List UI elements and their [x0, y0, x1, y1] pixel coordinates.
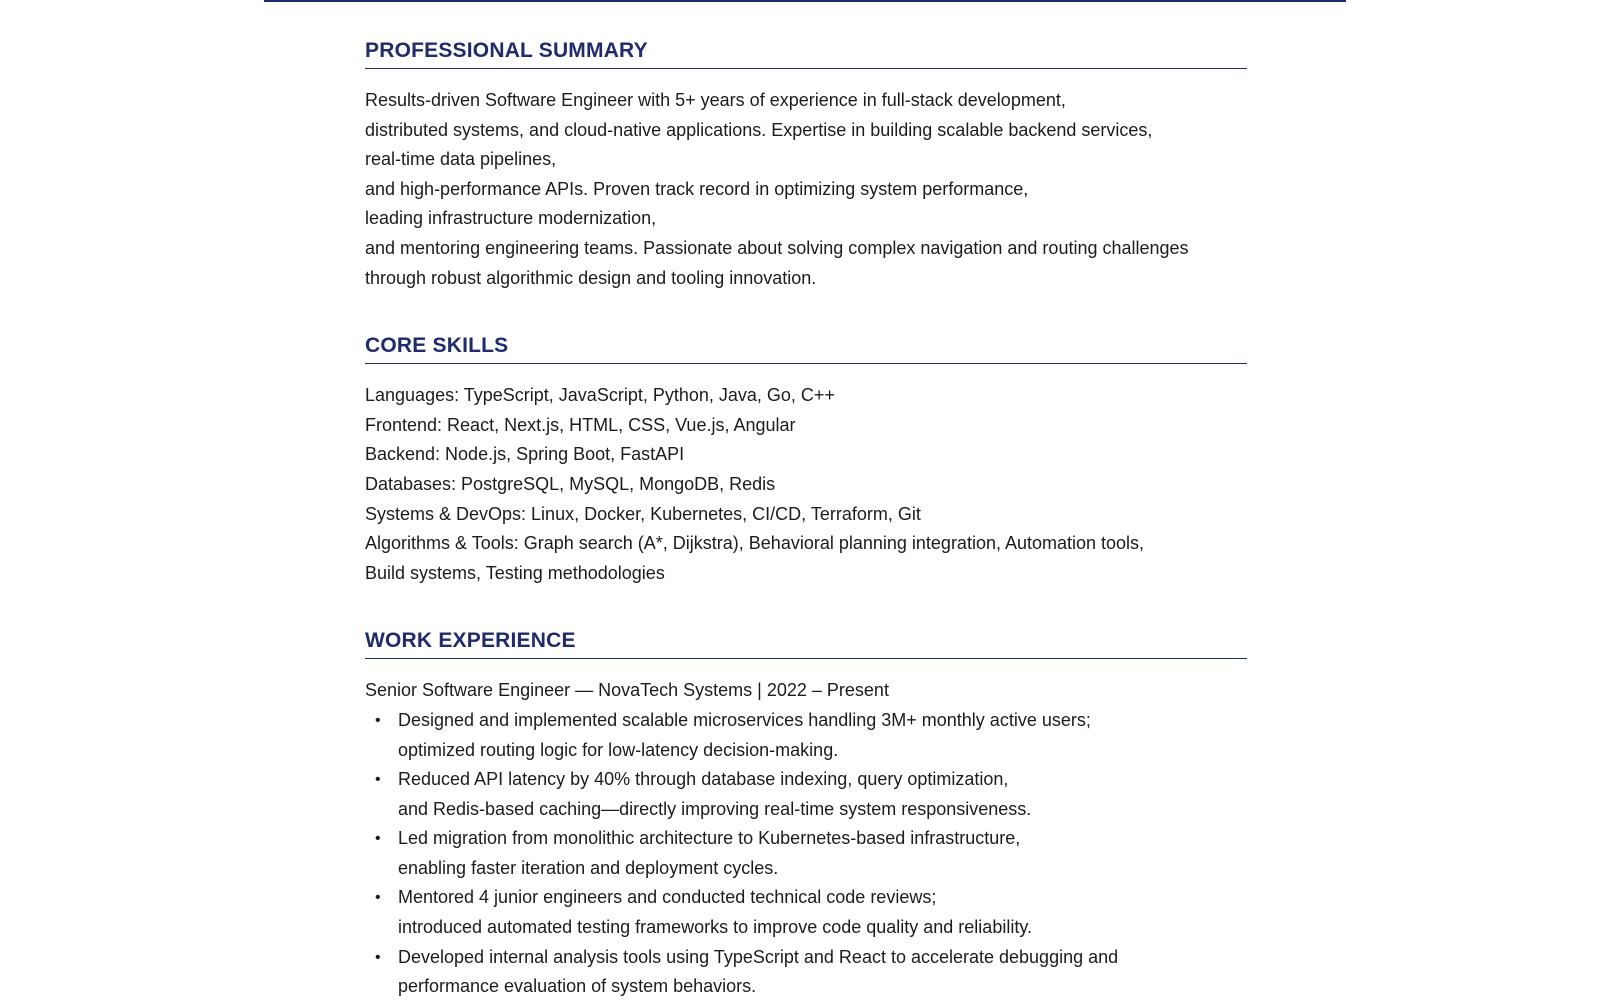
- skills-list: [365, 381, 1247, 588]
- bullet-icon: •: [375, 771, 381, 789]
- work-experience-section: [365, 628, 1247, 1000]
- bullet-text: [398, 883, 1247, 942]
- skills-line-algorithms-tools: Algorithms & Tools: Graph search (A*, Dijkstra), Behavioral planning integration, Automation tools,: [365, 533, 1145, 554]
- summary-line: distributed systems, and cloud-native applications. Expertise in building scalable backend services,: [365, 119, 1153, 140]
- section-heading-professional-summary: PROFESSIONAL SUMMARY: [365, 38, 1247, 69]
- summary-line: real-time data pipelines,: [365, 149, 557, 170]
- bullet-line: Developed internal analysis tools using TypeScript and React to accelerate debugging and: [398, 946, 1119, 967]
- summary-text: [365, 86, 1247, 293]
- summary-line: and mentoring engineering teams. Passionate about solving complex navigation and routing challenges: [365, 237, 1189, 258]
- professional-summary-section: [365, 38, 1247, 293]
- summary-line: and high-performance APIs. Proven track record in optimizing system performance,: [365, 178, 1029, 199]
- skills-line-frontend: Frontend: React, Next.js, HTML, CSS, Vue.js, Angular: [365, 414, 796, 435]
- bullet-line: introduced automated testing frameworks to improve code quality and reliability.: [398, 917, 1032, 938]
- bullet-icon: •: [375, 948, 381, 966]
- bullet-text: [398, 943, 1247, 1000]
- bullet-line: optimized routing logic for low-latency decision-making.: [398, 739, 839, 760]
- skills-line-databases: Databases: PostgreSQL, MySQL, MongoDB, Redis: [365, 473, 776, 494]
- summary-line: Results-driven Software Engineer with 5+ years of experience in full-stack development,: [365, 90, 1066, 110]
- bullet-line: Led migration from monolithic architecture to Kubernetes-based infrastructure,: [398, 828, 1021, 849]
- section-heading-work-experience: WORK EXPERIENCE: [365, 628, 1247, 659]
- bullet-line: and Redis-based caching—directly improving real-time system responsiveness.: [398, 798, 1032, 819]
- top-divider: [264, 0, 1346, 2]
- list-item: [365, 883, 1247, 942]
- resume-page: [365, 38, 1247, 1000]
- job-title-header: Senior Software Engineer — NovaTech Systems | 2022 – Present: [365, 680, 889, 701]
- bullet-icon: •: [375, 830, 381, 848]
- skills-line-systems-devops: Systems & DevOps: Linux, Docker, Kubernetes, CI/CD, Terraform, Git: [365, 503, 921, 524]
- skills-line-backend: Backend: Node.js, Spring Boot, FastAPI: [365, 444, 685, 465]
- skills-line-languages: Languages: TypeScript, JavaScript, Python, Java, Go, C++: [365, 385, 835, 406]
- summary-line: leading infrastructure modernization,: [365, 208, 657, 229]
- list-item: [365, 943, 1247, 1000]
- section-heading-core-skills: CORE SKILLS: [365, 333, 1247, 364]
- bullet-line: Mentored 4 junior engineers and conducted technical code reviews;: [398, 887, 937, 908]
- bullet-text: [398, 824, 1247, 883]
- skills-line-algorithms-tools-cont: Build systems, Testing methodologies: [365, 562, 665, 583]
- list-item: [365, 824, 1247, 883]
- summary-line: through robust algorithmic design and tooling innovation.: [365, 267, 817, 288]
- list-item: [365, 765, 1247, 824]
- bullet-line: Designed and implemented scalable microservices handling 3M+ monthly active users;: [398, 709, 1091, 730]
- bullet-line: performance evaluation of system behaviors.: [398, 976, 757, 997]
- bullet-icon: •: [375, 711, 381, 729]
- job-bullet-list: [365, 706, 1247, 1000]
- bullet-line: enabling faster iteration and deployment cycles.: [398, 857, 779, 878]
- experience-body: [365, 676, 1247, 1000]
- core-skills-section: [365, 333, 1247, 588]
- bullet-text: [398, 765, 1247, 824]
- bullet-line: Reduced API latency by 40% through database indexing, query optimization,: [398, 769, 1009, 790]
- bullet-text: [398, 706, 1247, 765]
- bullet-icon: •: [375, 889, 381, 907]
- list-item: [365, 706, 1247, 765]
